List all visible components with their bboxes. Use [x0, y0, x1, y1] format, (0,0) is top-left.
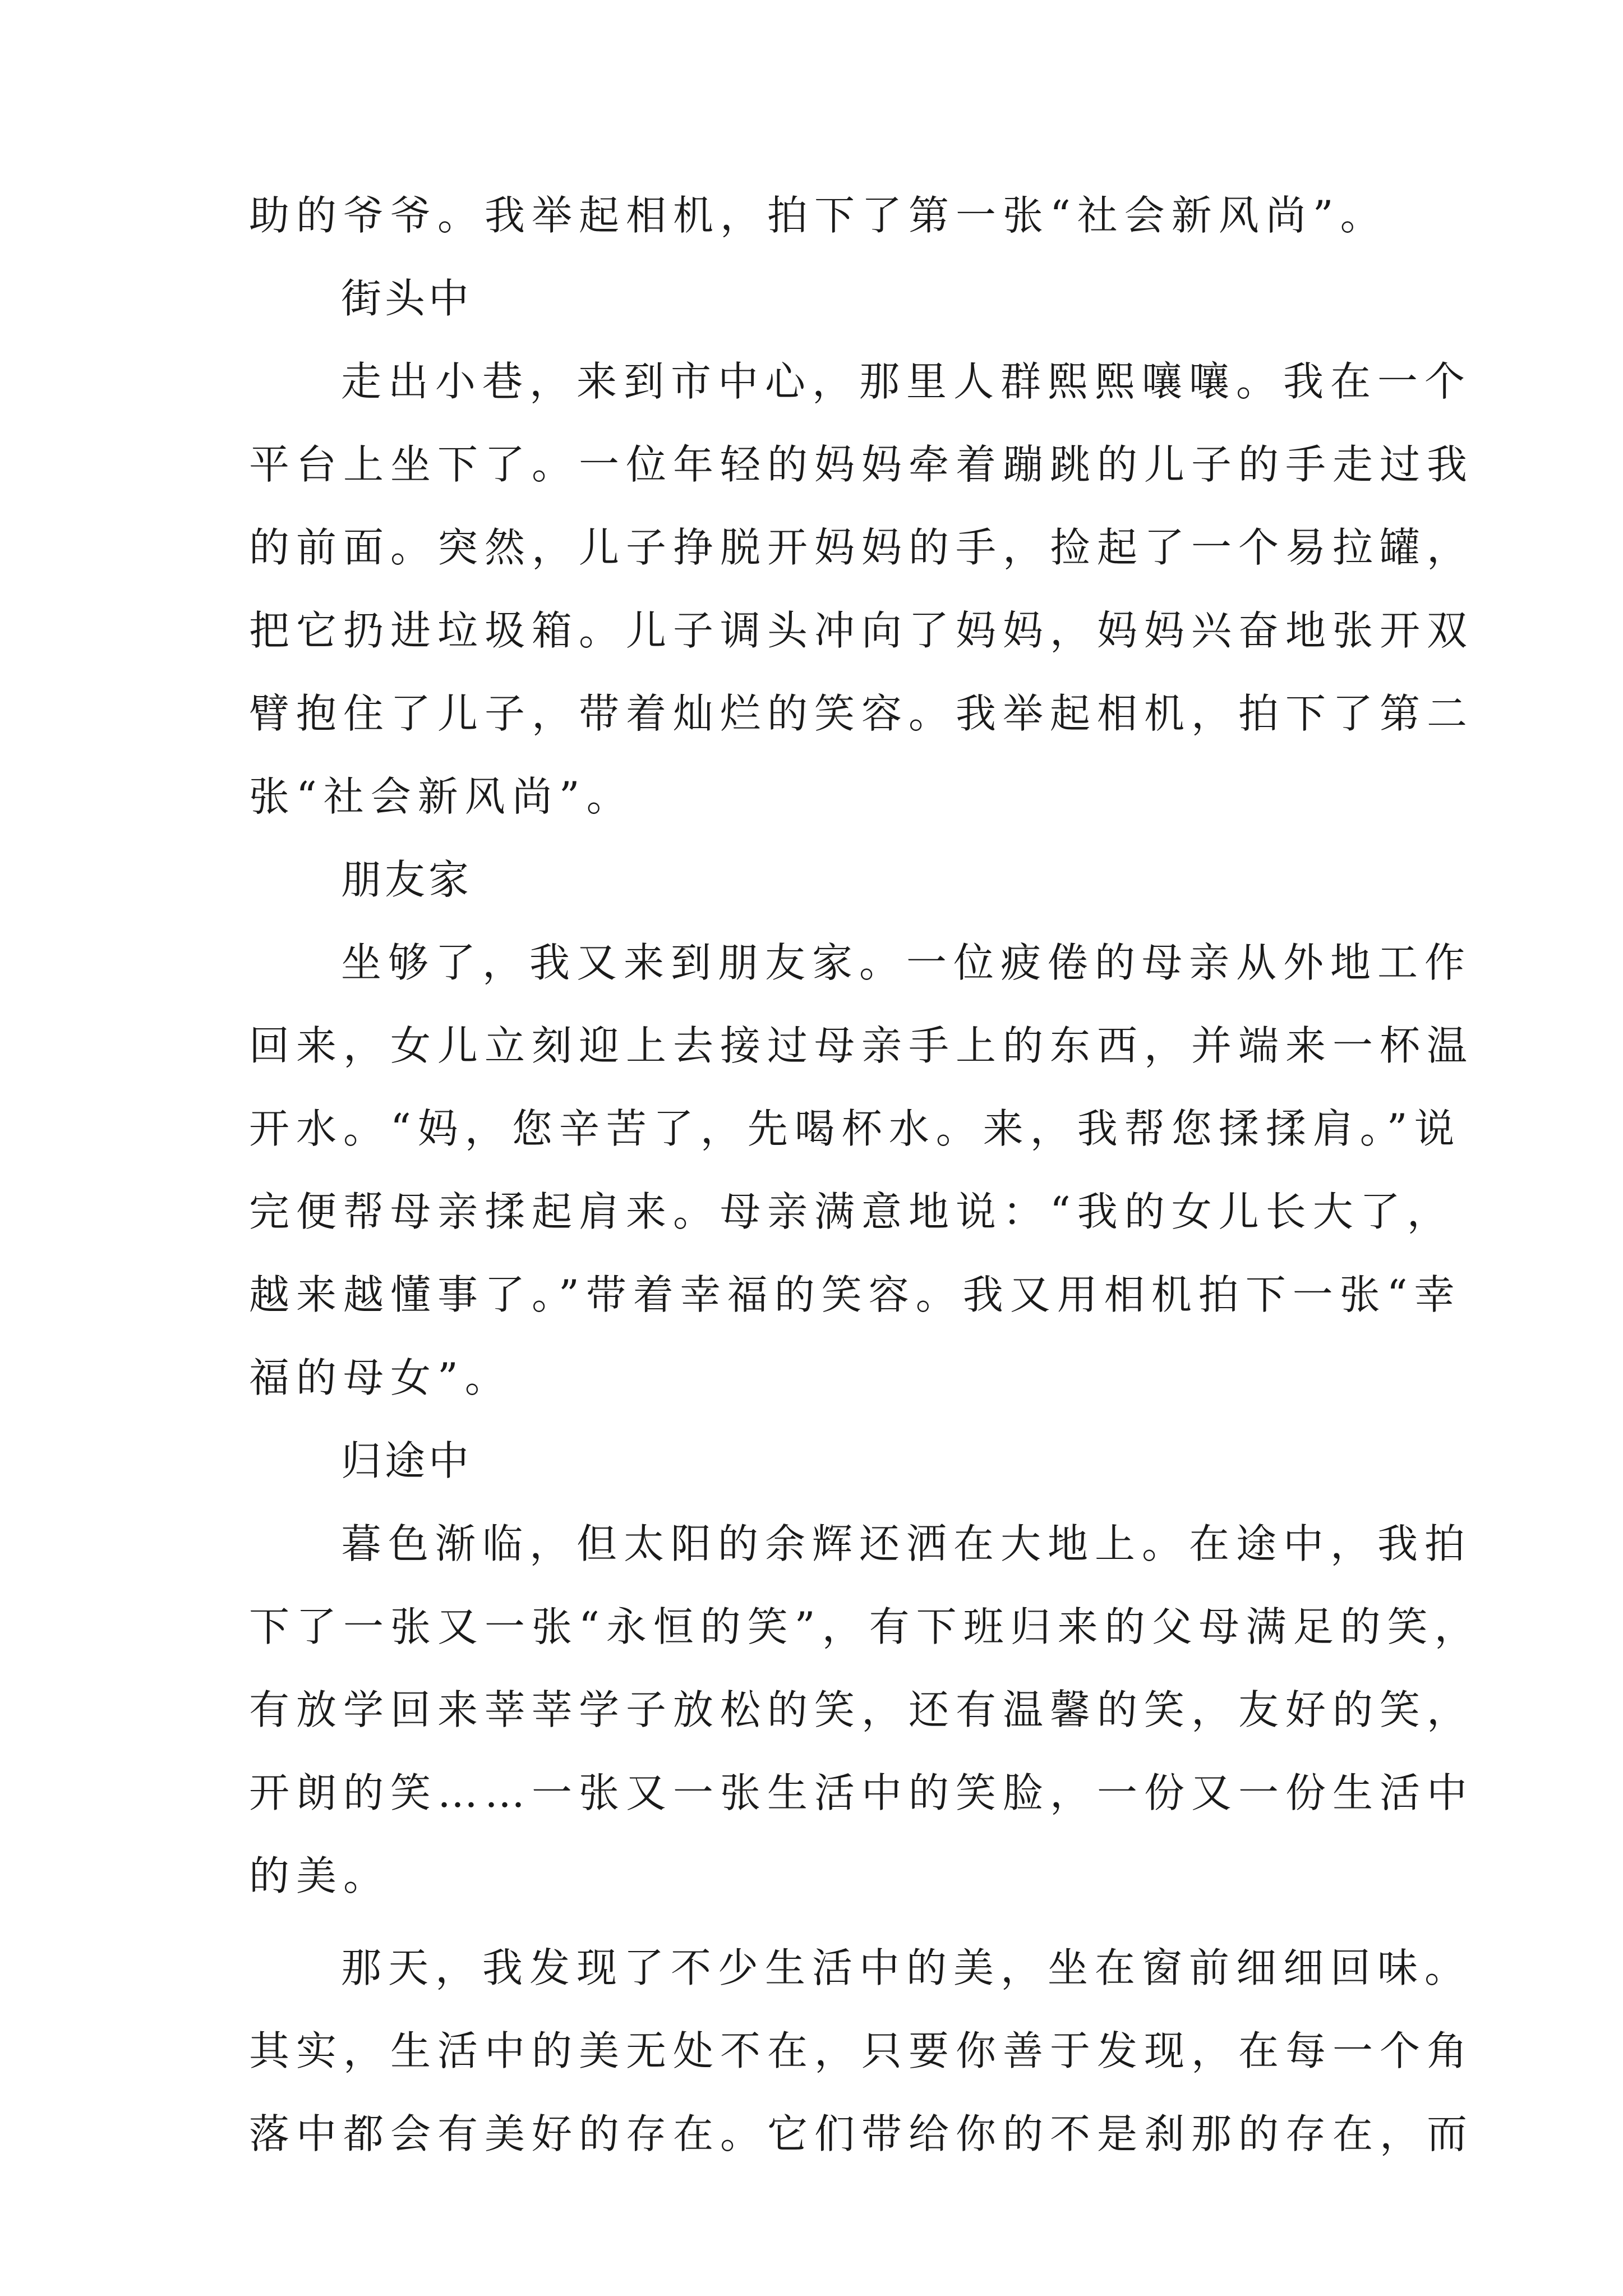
section-heading-way-home: 归途中 [341, 1437, 473, 1484]
document-body [249, 192, 1482, 2197]
paragraph-line: 福的母女”。 [249, 1354, 512, 1401]
paragraph-line: 其实，生活中的美无处不在，只要你善于发现，在每一个角 [249, 2027, 1474, 2074]
paragraph-line: 臂抱住了儿子，带着灿烂的笑容。我举起相机，拍下了第二 [249, 690, 1474, 737]
paragraph-line: 把它扔进垃圾箱。儿子调头冲向了妈妈，妈妈兴奋地张开双 [249, 607, 1474, 654]
section-heading-street: 街头中 [341, 275, 473, 322]
paragraph-line: 越来越懂事了。”带着幸福的笑容。我又用相机拍下一张“幸 [249, 1271, 1461, 1318]
paragraph-line: 张“社会新风尚”。 [249, 773, 634, 820]
paragraph-line: 那天，我发现了不少生活中的美，坐在窗前细细回味。 [341, 1944, 1472, 1991]
paragraph-line: 坐够了，我又来到朋友家。一位疲倦的母亲从外地工作 [341, 939, 1472, 986]
section-heading-friend-home: 朋友家 [341, 856, 473, 903]
paragraph-line: 的前面。突然，儿子挣脱开妈妈的手，捡起了一个易拉罐， [249, 524, 1474, 571]
paragraph-line: 下了一张又一张“永恒的笑”，有下班归来的父母满足的笑， [249, 1603, 1482, 1650]
paragraph-line: 有放学回来莘莘学子放松的笑，还有温馨的笑，友好的笑， [249, 1686, 1474, 1733]
paragraph-line: 平台上坐下了。一位年轻的妈妈牵着蹦跳的儿子的手走过我 [249, 441, 1474, 488]
paragraph-line: 回来，女儿立刻迎上去接过母亲手上的东西，并端来一杯温 [249, 1022, 1474, 1069]
paragraph-line: 完便帮母亲揉起肩来。母亲满意地说：“我的女儿长大了， [249, 1188, 1454, 1235]
paragraph-line: 的美。 [249, 1852, 391, 1899]
paragraph-line: 助的爷爷。我举起相机，拍下了第一张“社会新风尚”。 [249, 192, 1387, 239]
paragraph-line: 落中都会有美好的存在。它们带给你的不是刹那的存在，而 [249, 2110, 1474, 2157]
paragraph-line: 暮色渐临，但太阳的余辉还洒在大地上。在途中，我拍 [341, 1520, 1472, 1567]
paragraph-line: 开朗的笑……一张又一张生活中的笑脸，一份又一份生活中 [249, 1769, 1474, 1816]
paragraph-line: 开水。“妈，您辛苦了，先喝杯水。来，我帮您揉揉肩。”说 [249, 1105, 1461, 1152]
paragraph-line: 走出小巷，来到市中心，那里人群熙熙嚷嚷。我在一个 [341, 358, 1472, 405]
